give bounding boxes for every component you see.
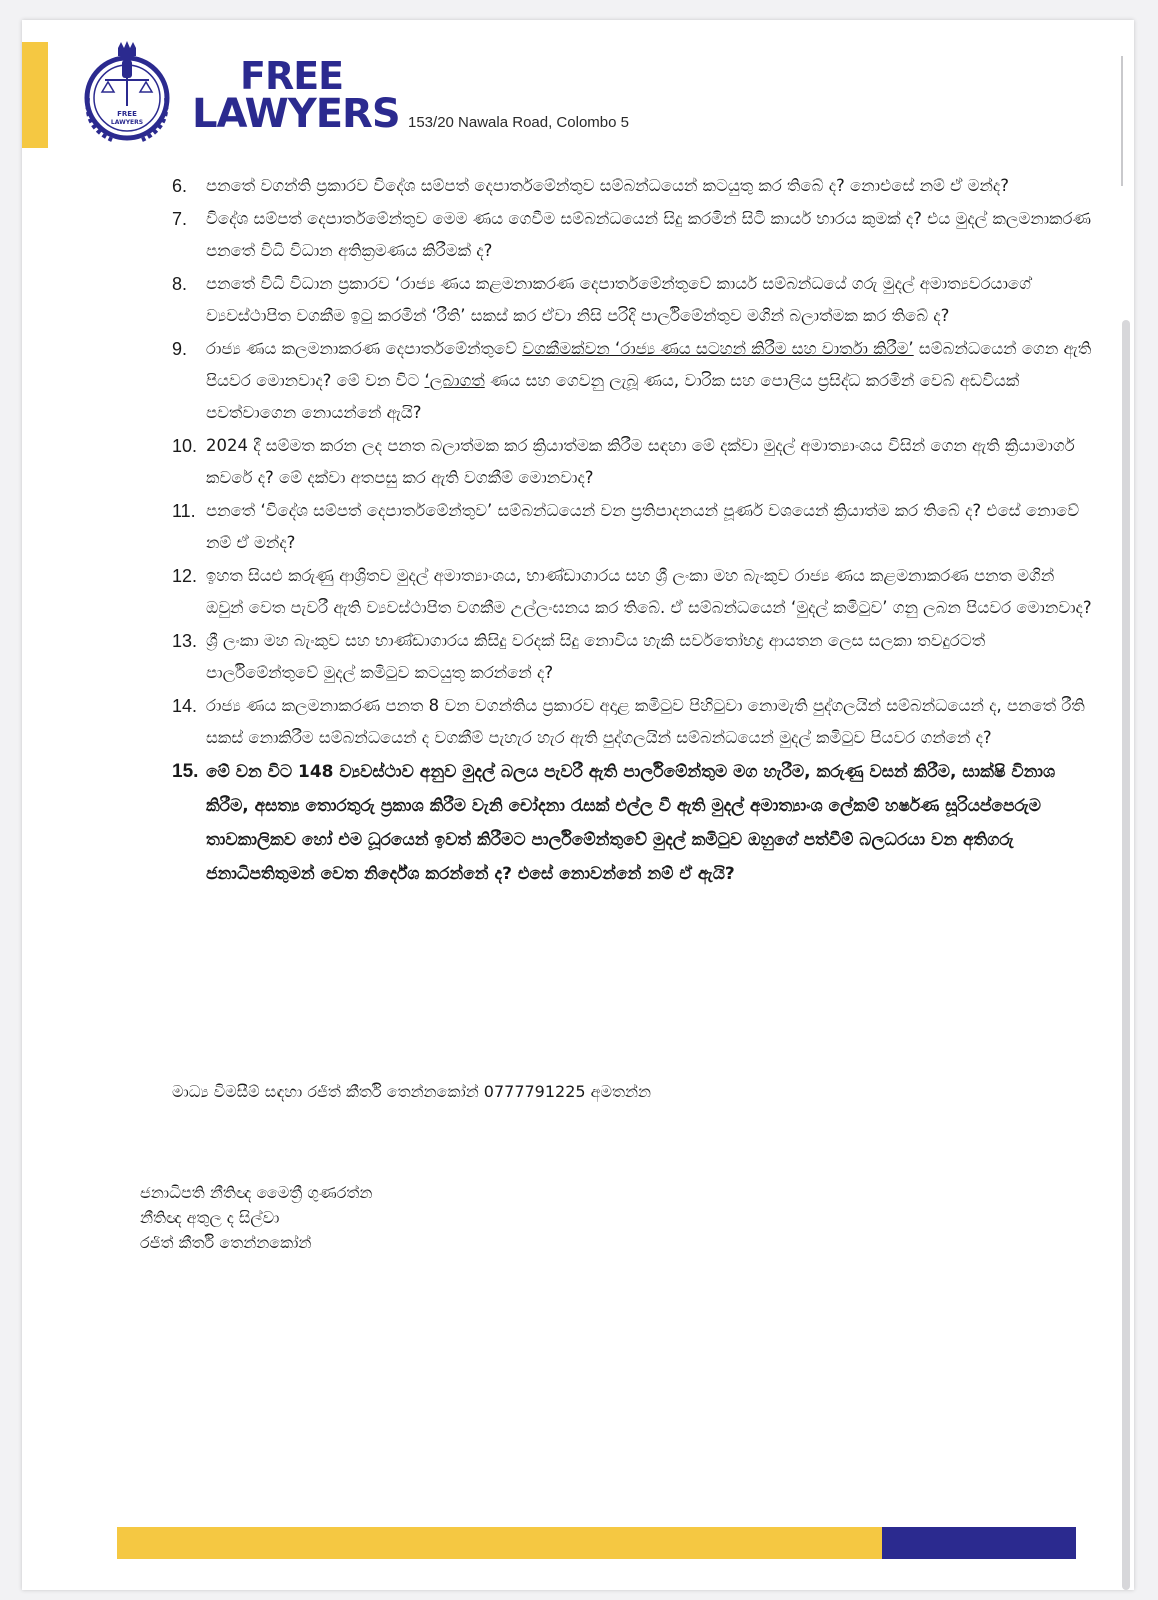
question-number: 9. xyxy=(172,339,188,359)
header-address: 153/20 Nawala Road, Colombo 5 xyxy=(408,114,629,131)
signatory-name: ජනාධිපති නීතිඥ මෛත්‍රී ගුණරත්න xyxy=(140,1183,373,1202)
list-item xyxy=(172,170,1092,202)
list-item xyxy=(172,203,1092,267)
question-text: 2024 දී සම්මත කරන ලද පනත බලාත්මක කර ක්‍රියාත්මක කිරීම සඳහා මේ දක්වා මුදල් අමාත්‍යාංශය විසින් ගෙන ඇති ක්‍රියාමාර්ග කවරේ ද? මේ දක්වා අතපසු කර ඇති වගකීම් මොනවාද? xyxy=(206,436,1075,487)
footer-bar-yellow xyxy=(117,1527,882,1559)
list-item xyxy=(172,690,1092,754)
list-item xyxy=(172,268,1092,332)
question-number: 12. xyxy=(172,566,198,586)
question-number: 8. xyxy=(172,274,188,294)
question-text-part: ණය සහ ගෙවනු ලැබූ ණය, වාරික සහ පොලිය ප්‍රසිද්ධ කරමින් වෙබ් අඩවියක් පවත්වාගෙන නොයන්නේ ඇයි? xyxy=(206,371,1020,422)
question-text: මේ වන විට 148 ව්‍යවස්ථාව අනුව මුදල් බලය පැවරී ඇති පාර්ලිමේන්තුම මග හැරීම, කරුණු වසන් කිරීම, සාක්ෂි විනාශ කිරීම, අසත්‍ය තොරතුරු ප්‍රකාශ කිරීම වැනි චෝදනා රැසක් එල්ල වී ඇති මුදල් අමාත්‍යාංශ ලේකම් හර්ෂණ සූරියප්පෙරුම තාවකාලිකව හෝ එම ධූරයෙන් ඉවත් කිරීමට පාර්ලිමේන්තුවේ මුදල් කමිටුව ඔහුගේ පත්වීම් බලධරයා වන අතිගරු ජනාධිපතිතුමන් වෙත නිර්දේශ කරන්නේ ද? එසේ නොවන්නේ නම් ඒ ඇයි? xyxy=(206,762,1056,884)
signatory-name: රජිත් කීර්ති තෙන්නකෝන් xyxy=(140,1233,312,1252)
question-text: පනතේ ‘විදේශ සම්පත් දෙපාර්තමේන්තුව’ සම්බන්ධයෙන් වන ප්‍රතිපාදනයන් පූර්ණ වශයෙන් ක්‍රියාත්ම කර තිබේ ද? එසේ නොවේ නම් ඒ මන්ද? xyxy=(206,501,1080,552)
brand-name xyxy=(192,54,400,138)
list-item xyxy=(172,495,1092,559)
brand-line-2: LAWYERS xyxy=(192,91,400,138)
question-text: ශ්‍රී ලංකා මහ බැංකුව සහ භාණ්ඩාගාරය කිසිදු වරදක් සිදු නොවිය හැකි සර්වතෝභද්‍ර ආයතන ලෙස සලකා තවදුරටත් පාර්ලිමේන්තුවේ මුදල් කමිටුව කටයුතු කරන්නේ ද? xyxy=(206,631,986,682)
question-text: ඉහත සියළු කරුණු ආශ්‍රිතව මුදල් අමාත්‍යාංශය, භාණ්ඩාගාරය සහ ශ්‍රී ලංකා මහ බැංකුව රාජ්‍ය ණය කළමනාකරණ පනත මගින් ඔවුන් වෙත පැවරී ඇති ව්‍යවස්ථාපිත වගකීම උල්ලංඝනය කර තිබේ. ඒ සම්බන්ධයෙන් ‘මුදල් කමිටුව’ ගනු ලබන පියවර මොනවාද? xyxy=(206,566,1092,617)
question-number: 15. xyxy=(172,761,199,782)
underlined-phrase: වගකීමක්වන ‘රාජ්‍ය ණය සටහන් කිරීම සහ වාර්තා කිරීම’ xyxy=(522,339,914,358)
question-text-part: සම්බන්ධයෙන් ගෙන ඇති පියවර මොනවාද? මේ වන විට xyxy=(206,339,1092,390)
question-number: 11. xyxy=(172,501,196,521)
signatory-name: නීතිඥ අතුල ද සිල්වා xyxy=(140,1208,280,1227)
question-text: විදේශ සම්පත් දෙපාර්තමේන්තුව මෙම ණය ගෙවීම සම්බන්ධයෙන් සිදු කරමින් සිටි කාර්ය භාරය කුමක් ද? එය මුදල් කලමනාකරණ පනතේ විධි විධාන අතික්‍රමණය කිරීමක් ද? xyxy=(206,209,1092,260)
question-number: 13. xyxy=(172,631,198,651)
document-page xyxy=(22,20,1134,1590)
question-list xyxy=(172,170,1092,892)
question-number: 6. xyxy=(172,176,188,196)
underlined-phrase: ‘ලබාගත් xyxy=(424,371,485,390)
logo-text-bottom: LAWYERS xyxy=(110,119,144,126)
free-lawyers-logo xyxy=(72,40,182,150)
scrollbar[interactable] xyxy=(1122,320,1130,1590)
brand-line-1: FREE xyxy=(240,54,344,98)
question-text: පනතේ වගන්ති ප්‍රකාරව විදේශ සම්පත් දෙපාර්තමේන්තුව සම්බන්ධයෙන් කටයුතු කර තිබේ ද? නොඑසේ නම් ඒ මන්ද? xyxy=(206,176,1010,195)
list-item xyxy=(172,625,1092,689)
header-yellow-tab xyxy=(22,42,48,148)
list-item xyxy=(172,430,1092,494)
signatories xyxy=(140,1180,372,1255)
question-text xyxy=(206,333,1092,429)
footer-bar-blue xyxy=(882,1527,1076,1559)
question-number: 7. xyxy=(172,209,188,229)
scroll-indicator-top xyxy=(1121,56,1123,186)
question-number: 10. xyxy=(172,436,198,456)
question-text-part: රාජ්‍ය ණය කලමනාකරණ දෙපාර්තමේන්තුවේ xyxy=(206,339,523,358)
list-item xyxy=(172,755,1092,891)
question-text: පනතේ විධි විධාන ප්‍රකාරව ‘රාජ්‍ය ණය කළමනාකරණ දෙපාර්තමේන්තුවේ කාර්ය සම්බන්ධයේ ගරු මුදල් අමාත්‍යවරයාගේ ව්‍යවස්ථාපිත වගකීම ඉටු කරමින් ‘රීති’ සකස් කර ඒවා නිසි පරිදි පාර්ලිමේන්තුව මගින් බලාත්මක කර තිබේ ද? xyxy=(206,274,1031,325)
media-contact-note: මාධ්‍ය විමසීම් සඳහා රජිත් කීර්ති තෙන්නකෝන් 0777791225 අමතන්න xyxy=(172,1082,651,1101)
question-number: 14. xyxy=(172,696,198,716)
question-text: රාජ්‍ය ණය කලමනාකරණ පනත 8 වන වගන්තිය ප්‍රකාරව අදාළ කමිටුව පිහිටුවා නොමැති පුද්ගලයින් සම්බන්ධයෙන් ද, පනතේ රීති සකස් නොකිරීම සම්බන්ධයෙන් ද වගකීම් පැහැර හැර ඇති පුද්ගලයින් සම්බන්ධයෙන් මුදල් කමිටුව පියවර ගන්නේ ද? xyxy=(206,696,1085,747)
list-item xyxy=(172,333,1092,429)
logo-text-top: FREE xyxy=(117,110,137,118)
list-item xyxy=(172,560,1092,624)
